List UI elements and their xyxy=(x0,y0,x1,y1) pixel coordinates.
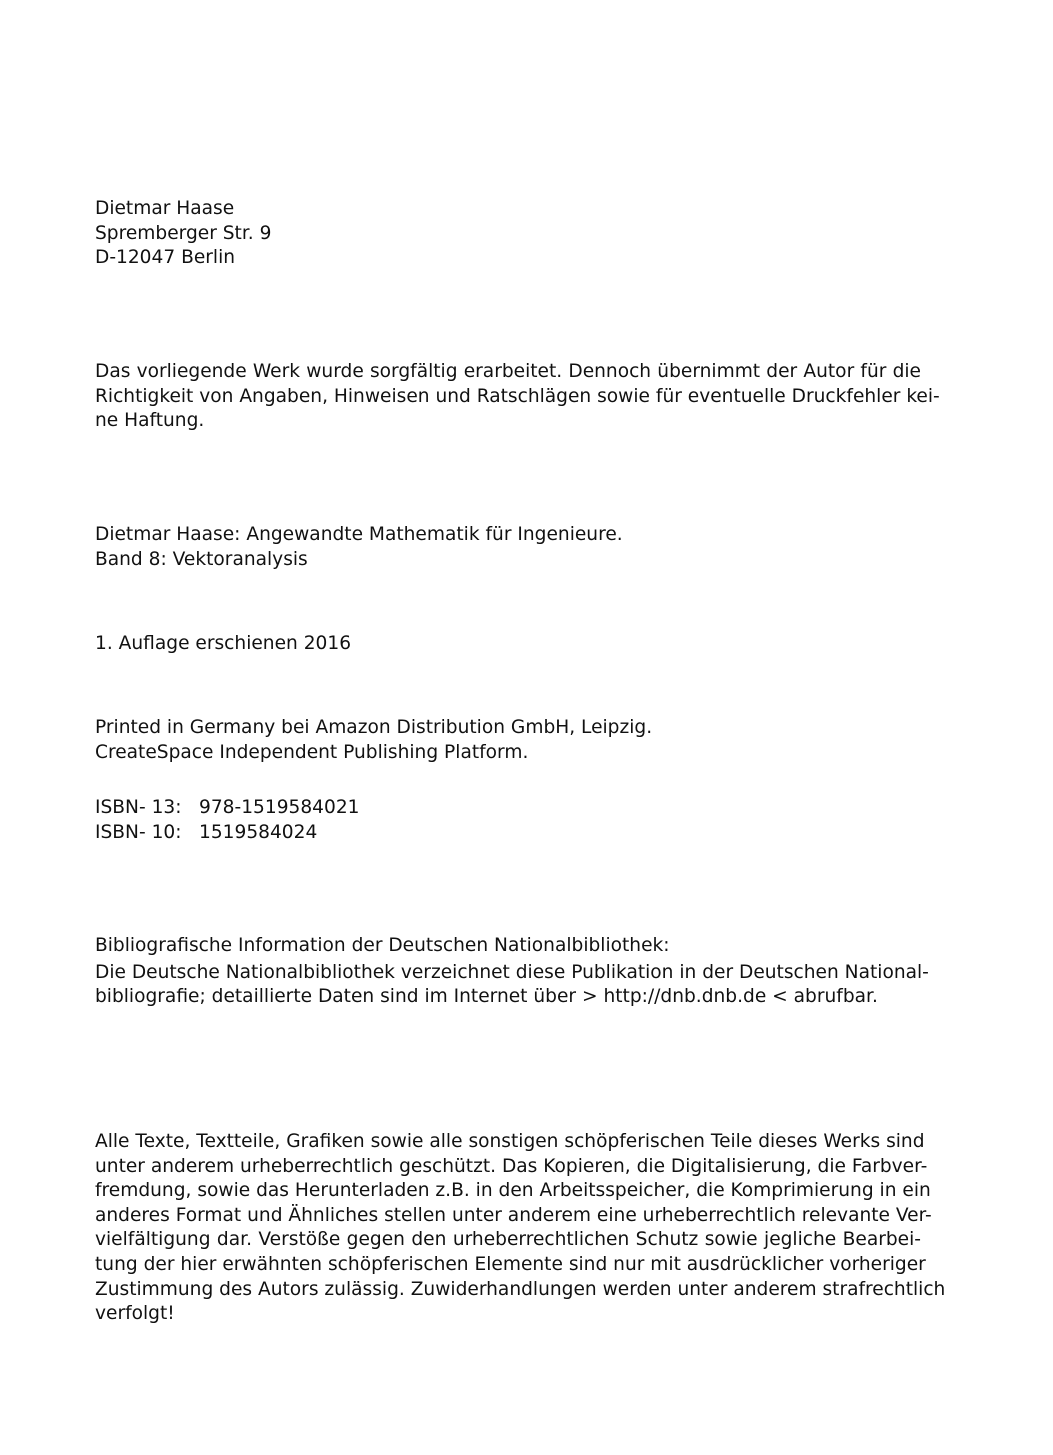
dnb-heading: Bibliografische Information der Deutschen Nationalbibliothek: xyxy=(95,935,670,956)
disclaimer-line: Das vorliegende Werk wurde sorgfältig erarbeitet. Dennoch übernimmt der Autor für die xyxy=(95,361,921,382)
author-street: Spremberger Str. 9 xyxy=(95,222,272,244)
copyright-line: vielfältigung dar. Verstöße gegen den urheberrechtlichen Schutz sowie jegliche Bearbei- xyxy=(95,1229,921,1251)
platform-line: CreateSpace Independent Publishing Platform. xyxy=(95,741,529,763)
book-title: Dietmar Haase: Angewandte Mathematik für Ingenieure. xyxy=(95,524,623,545)
disclaimer-line: ne Haftung. xyxy=(95,410,205,432)
copyright-line: tung der hier erwähnten schöpferischen Elemente sind nur mit ausdrücklicher vorheriger xyxy=(95,1253,926,1275)
book-volume: Band 8: Vektoranalysis xyxy=(95,548,308,570)
author-city: D-12047 Berlin xyxy=(95,247,236,269)
dnb-line: bibliografie; detaillierte Daten sind im Internet über > http://dnb.dnb.de < abrufbar. xyxy=(95,986,878,1008)
copyright-notice xyxy=(95,1130,946,1327)
copyright-line: unter anderem urheberrechtlich geschützt. Das Kopieren, die Digitalisierung, die Farbver- xyxy=(95,1155,928,1177)
copyright-line: anderes Format und Ähnliches stellen unter anderem eine urheberrechtlich relevante Ver- xyxy=(95,1204,932,1226)
isbn10-row xyxy=(95,821,921,846)
copyright-line: fremdung, sowie das Herunterladen z.B. in den Arbeitsspeicher, die Komprimierung in ein xyxy=(95,1180,931,1202)
isbn13-label: ISBN- 13: xyxy=(95,797,182,818)
edition-text: 1. Auflage erschienen 2016 xyxy=(95,633,352,654)
dnb-line: Die Deutsche Nationalbibliothek verzeichnet diese Publikation in der Deutschen National- xyxy=(95,961,929,983)
isbn-block xyxy=(95,796,921,845)
disclaimer-line: Richtigkeit von Angaben, Hinweisen und Ratschlägen sowie für eventuelle Druckfehler kei- xyxy=(95,385,940,407)
isbn10-label: ISBN- 10: xyxy=(95,821,182,843)
copyright-line: verfolgt! xyxy=(95,1303,175,1325)
edition-note xyxy=(95,632,921,657)
isbn10-value: 1519584024 xyxy=(199,821,318,843)
isbn13-value: 978-1519584021 xyxy=(199,797,360,818)
disclaimer-paragraph xyxy=(95,360,940,434)
dnb-information xyxy=(95,934,929,1010)
copyright-line: Alle Texte, Textteile, Grafiken sowie alle sonstigen schöpferischen Teile dieses Werks sind xyxy=(95,1131,925,1152)
copyright-line: Zustimmung des Autors zulässig. Zuwiderhandlungen werden unter anderem strafrechtlich xyxy=(95,1278,946,1300)
isbn13-row xyxy=(95,796,921,821)
printer-line: Printed in Germany bei Amazon Distribution GmbH, Leipzig. xyxy=(95,717,653,738)
author-name: Dietmar Haase xyxy=(95,198,235,219)
book-title-block xyxy=(95,523,921,572)
printing-info xyxy=(95,716,921,765)
author-address xyxy=(95,197,921,271)
